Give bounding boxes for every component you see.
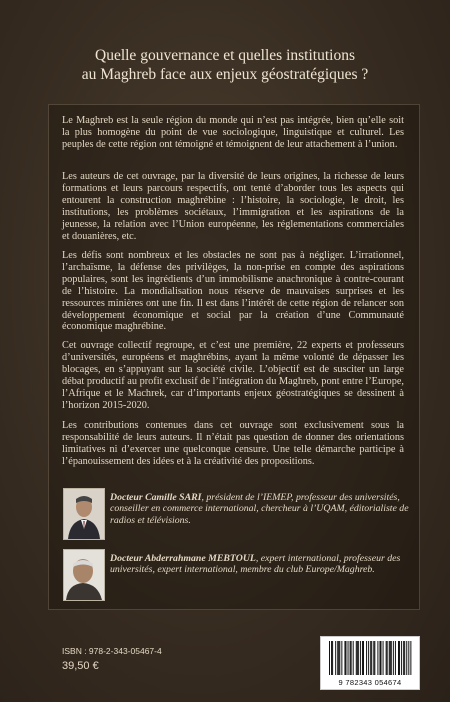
author-bio-sari: [110, 492, 410, 526]
barcode-bar: [335, 641, 336, 675]
barcode-bar: [353, 641, 354, 675]
paragraph-2: Les auteurs de cet ouvrage, par la diversité de leurs origines, la richesse de leurs formations et leurs parcours respectifs, ont tenté d’aborder tous les aspects qui entourent la construction maghrébine : l’histoire, la sociologie, le droit, les institutions, les problèmes sociétaux, l’immigration et les aspirations de la jeunesse, la relation avec l’Union européenne, les réglementations commerciales et douanières, etc.: [62, 171, 404, 242]
author-name-sari: Docteur Camille SARI: [110, 492, 202, 503]
barcode-bar: [399, 641, 400, 675]
barcode-bar: [403, 641, 404, 675]
barcode-bar: [366, 641, 367, 675]
author-name-mebtoul: Docteur Abderrahmane MEBTOUL: [110, 553, 256, 564]
barcode-bar: [332, 641, 333, 675]
barcode-bar: [379, 641, 380, 675]
barcode-bar: [406, 641, 407, 675]
paragraph-5: Les contributions contenues dans cet ouvrage sont exclusivement sous la responsabilité de leurs auteurs. Il n’était pas question de donner des orientations limitatives ni d’exercer une quelconque censure. Une telle démarche participe à l’épanouissement des idées et à la créativité des propositions.: [62, 420, 404, 467]
barcode-bar: [362, 641, 363, 675]
barcode-bar: [329, 641, 330, 675]
barcode-bar: [398, 641, 399, 675]
barcode-bar: [351, 641, 352, 675]
isbn-text: ISBN : 978-2-343-05467-4: [62, 646, 162, 656]
author-desc-sari: , président de l’IEMEP, professeur des universités, conseiller en commerce international, chercheur à l’UQAM, éditorialiste de radios et télévisions.: [110, 492, 409, 526]
author-bio-mebtoul: [110, 553, 410, 576]
author-photo-mebtoul: [63, 549, 105, 601]
title-line-1: Quelle gouvernance et quelles institutions: [95, 47, 355, 64]
isbn-block: [62, 646, 162, 672]
paragraph-3: Les défis sont nombreux et les obstacles ne sont pas à négliger. L’irrationnel, l’archaïsme, la défense des privilèges, la non-prise en compte des aspirations populaires, sont les ingrédients d’un immobilisme anachronique à contre-courant de l’histoire. La mondialisation nous réserve de mauvaises surprises et les ressources minières ont une fin. Il est dans l’intérêt de cette région de relancer son développement économique et social par la création d’une Communauté économique maghrébine.: [62, 250, 404, 333]
barcode-bar: [390, 641, 391, 675]
barcode-bar: [408, 641, 409, 675]
barcode-bar: [338, 641, 339, 675]
author-photo-sari: [63, 488, 105, 540]
barcode-bar: [383, 641, 384, 675]
barcode-bar: [344, 641, 345, 675]
barcode-bar: [391, 641, 392, 675]
barcode-bar: [350, 641, 351, 675]
barcode-bar: [410, 641, 411, 675]
barcode-bar: [357, 641, 358, 675]
barcode-bar: [387, 641, 388, 675]
cover-title: [30, 46, 420, 84]
barcode-bar: [404, 641, 405, 675]
barcode-bar: [358, 641, 359, 675]
barcode-bar: [389, 641, 390, 675]
barcode-bars: [321, 637, 419, 677]
barcode-bar: [339, 641, 340, 675]
barcode-bar: [368, 641, 369, 675]
barcode-bar: [345, 641, 346, 675]
barcode-bar: [381, 641, 382, 675]
barcode-bar: [363, 641, 364, 675]
paragraph-4: Cet ouvrage collectif regroupe, et c’est une première, 22 experts et professeurs d’universités, européens et maghrébins, ayant la même volonté de dépasser les blocages, en s’appuyant sur la société civile. L’objectif est de susciter un large débat productif au profit exclusif de l’intégration du Maghreb, pont entre l’Europe, l’Afrique et le Machrek, car d’importants enjeux géostratégiques se dessinent à l’horizon 2015-2020.: [62, 340, 404, 411]
barcode-bar: [337, 641, 338, 675]
title-line-2: au Maghreb face aux enjeux géostratégiques ?: [81, 66, 369, 83]
barcode-bar: [370, 641, 371, 675]
portrait-icon: [64, 550, 104, 600]
barcode-bar: [386, 641, 387, 675]
barcode-number: 9 782343 054674: [338, 678, 402, 687]
barcode-bar: [356, 641, 357, 675]
barcode-bar: [373, 641, 374, 675]
barcode-bar: [401, 641, 402, 675]
barcode-bar: [377, 641, 378, 675]
barcode-bar: [341, 641, 342, 675]
barcode-bar: [348, 641, 349, 675]
barcode: [320, 636, 420, 690]
barcode-bar: [374, 641, 375, 675]
author-desc-mebtoul: , expert international, professeur des universités, expert international, membre du club Europe/Maghreb.: [110, 553, 401, 576]
barcode-bar: [395, 641, 396, 675]
barcode-bar: [360, 641, 361, 675]
barcode-bar: [371, 641, 372, 675]
portrait-icon: [64, 489, 104, 539]
price-text: 39,50 €: [62, 660, 99, 672]
barcode-bar: [331, 641, 332, 675]
paragraph-1: Le Maghreb est la seule région du monde qui n’est pas intégrée, bien qu’elle soit la plus homogène du point de vue sociologique, linguistique et culturel. Les peuples de cette région ont témoigné et témoignent de leur attachement à l’union.: [62, 115, 404, 150]
barcode-bar: [393, 641, 394, 675]
